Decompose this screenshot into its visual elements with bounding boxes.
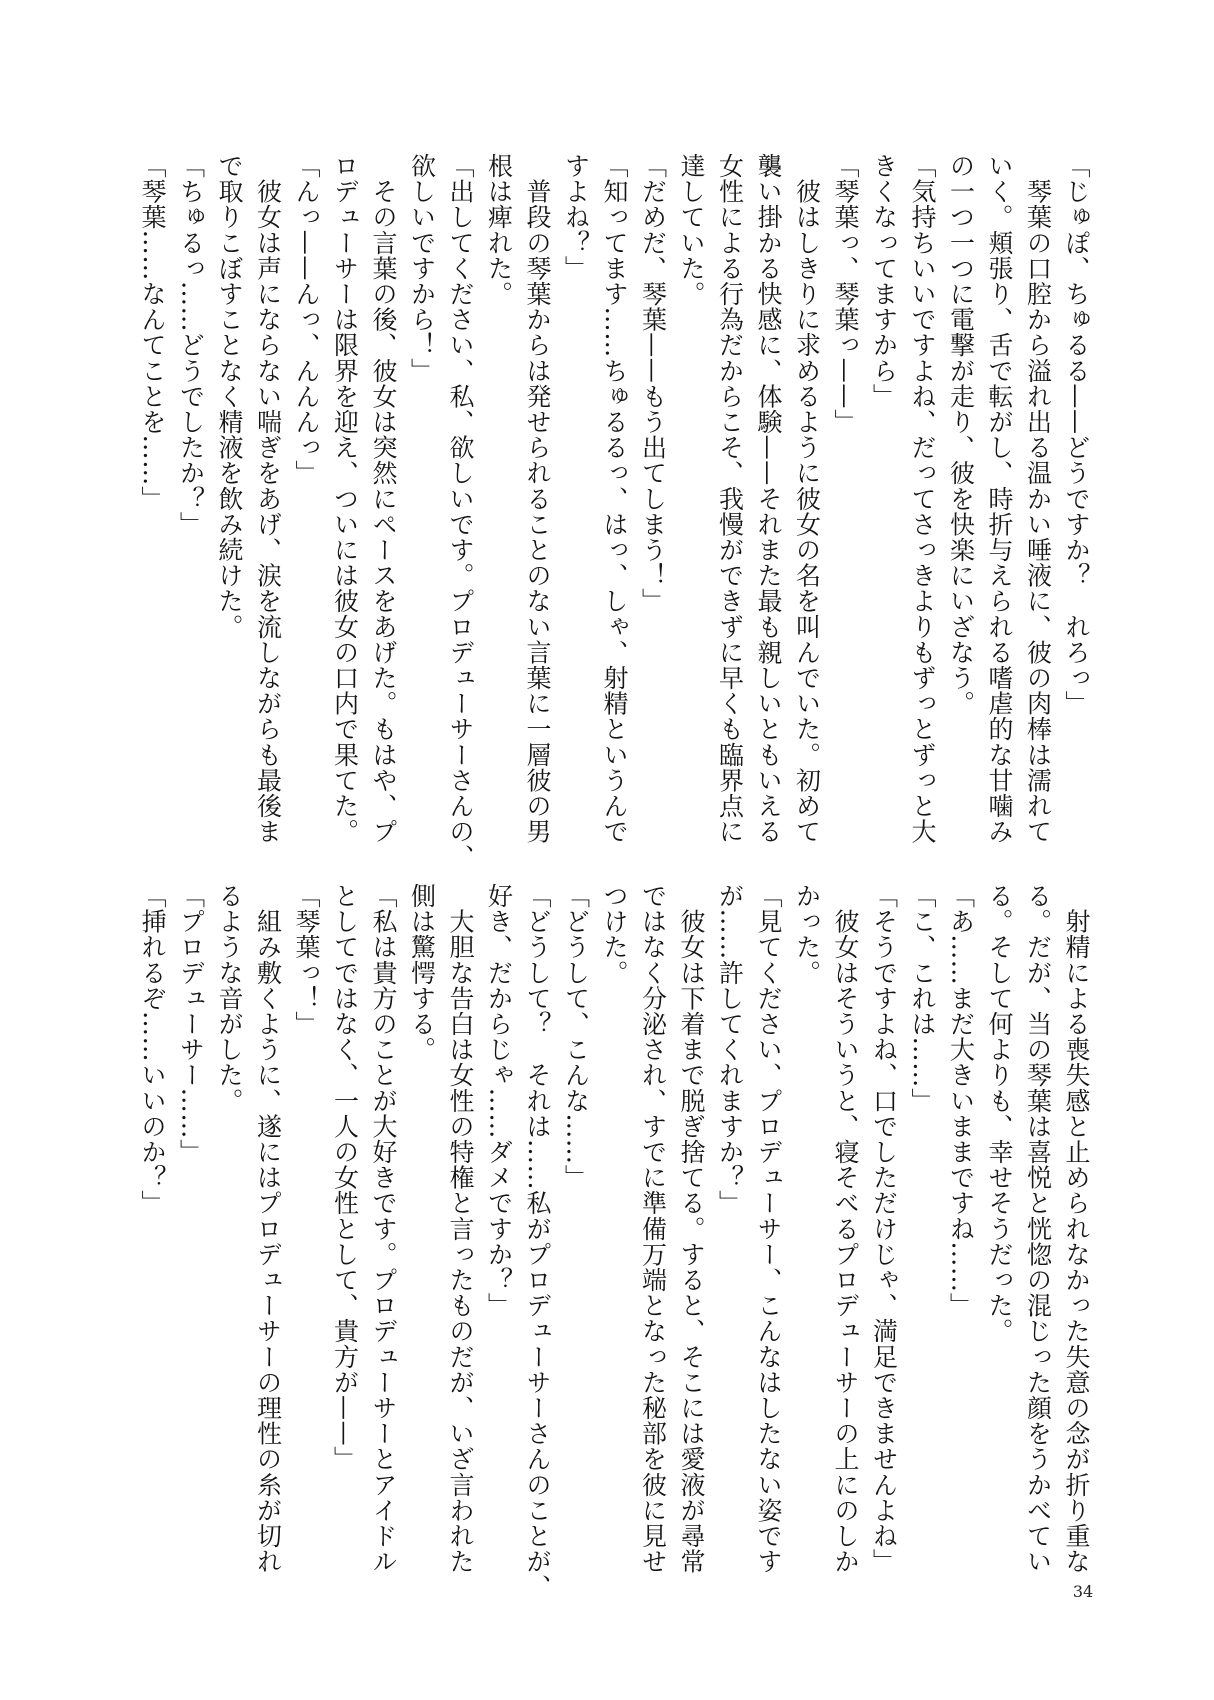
text-line: 欲しいですから！」 <box>407 153 437 384</box>
text-line: で取りこぼすことなく精液を飲み続けた。 <box>215 153 244 640</box>
text-line: 女性による行為だからこそ、我慢ができずに早くも臨界点に <box>715 153 745 845</box>
text-line: 「じゅぽ、ちゅるる——どうですか？ れろっ」 <box>1062 153 1091 717</box>
text-line: 「どうして？ それは……私がプロデューサーさんのことが、 <box>523 883 552 1600</box>
text-block-top <box>133 153 1096 870</box>
text-line: すよね？」 <box>561 153 591 281</box>
page-number: 34 <box>1072 1582 1094 1601</box>
text-line: 組み敷くように、遂にはプロデューサーの理性の糸が切れ <box>253 883 283 1575</box>
text-line: 「あ……まだ大きいままですね……」 <box>946 883 976 1319</box>
text-line: 「どうして、こんな……」 <box>561 883 591 1191</box>
text-line: が……許してくれますか？」 <box>715 883 745 1216</box>
text-line: るような音がした。 <box>215 883 244 1114</box>
text-line: 「ちゅるっ……どうでしたか？」 <box>176 153 206 537</box>
text-line: 「私は貴方のことが大好きです。プロデューサーとアイドル <box>369 883 398 1575</box>
text-line: 「気持ちいいですよね、だってさっきよりもずっとずっと大 <box>908 153 937 845</box>
text-line: 側は驚愕する。 <box>407 883 437 1063</box>
text-line: 大胆な告白は女性の特権と言ったものだが、いざ言われた <box>446 883 475 1575</box>
text-line: 「出してください、私、欲しいです。プロデューサーさんの、 <box>446 153 475 870</box>
text-line: 「知ってます……ちゅるるっ、はっ、しゃ、射精というんで <box>600 153 629 845</box>
text-line: 達していた。 <box>677 153 706 307</box>
text-line: る。そして何よりも、幸せそうだった。 <box>985 883 1014 1344</box>
text-line: ロデューサーは限界を迎え、ついには彼女の口内で果てた。 <box>330 153 360 845</box>
text-line: きくなってますから」 <box>869 153 899 409</box>
text-line: の一つ一つに電撃が走り、彼を快楽にいざなう。 <box>946 153 976 717</box>
text-line: 「琴葉っ！」 <box>292 883 321 1037</box>
text-line: 「琴葉っ、琴葉っ——」 <box>831 153 860 435</box>
text-line: 「挿れるぞ……いいのか？」 <box>138 883 167 1216</box>
text-line: 「プロデューサー……」 <box>176 883 206 1165</box>
text-line: 「見てください、プロデューサー、こんなはしたない姿です <box>754 883 783 1575</box>
text-line: 好き、だからじゃ……ダメですか？」 <box>484 883 514 1319</box>
text-line: 根は痺れた。 <box>484 153 514 307</box>
text-line: 普段の琴葉からは発せられることのない言葉に一層彼の男 <box>523 153 552 845</box>
text-line: 「そうですよね、口でしただけじゃ、満足できませんよね」 <box>869 883 899 1575</box>
text-line: いく。頬張り、舌で転がし、時折与えられる嗜虐的な甘噛み <box>985 153 1014 845</box>
text-line: ではなく分泌され、すでに準備万端となった秘部を彼に見せ <box>638 883 668 1575</box>
text-line: つけた。 <box>600 883 629 986</box>
text-line: 彼女は下着まで脱ぎ捨てる。すると、そこには愛液が尋常 <box>677 883 706 1575</box>
text-line: 琴葉の口腔から溢れ出る温かい唾液に、彼の肉棒は濡れて <box>1023 153 1053 845</box>
text-line: としてではなく、一人の女性として、貴方が——」 <box>330 883 360 1472</box>
text-line: る。だが、当の琴葉は喜悦と恍惚の混じった顔をうかべてい <box>1023 883 1053 1575</box>
text-line: 彼女はそういうと、寝そべるプロデューサーの上にのしか <box>831 883 860 1575</box>
text-line: 「琴葉……なんてことを……」 <box>138 153 167 512</box>
text-line: 射精による喪失感と止められなかった失意の念が折り重な <box>1062 883 1091 1575</box>
text-line: その言葉の後、彼女は突然にペースをあげた。もはや、プ <box>369 153 398 845</box>
text-line: 彼はしきりに求めるように彼女の名を叫んでいた。初めて <box>792 153 822 845</box>
text-line: 「だめだ、琴葉——もう出てしまう！」 <box>638 153 668 614</box>
text-line: 彼女は声にならない喘ぎをあげ、涙を流しながらも最後ま <box>253 153 283 845</box>
text-line: かった。 <box>792 883 822 986</box>
text-line: 襲い掛かる快感に、体験——それまた最も親しいともいえる <box>754 153 783 845</box>
text-line: 「こ、これは……」 <box>908 883 937 1114</box>
text-line: 「んっ——んっ、んんんっ」 <box>292 153 321 486</box>
